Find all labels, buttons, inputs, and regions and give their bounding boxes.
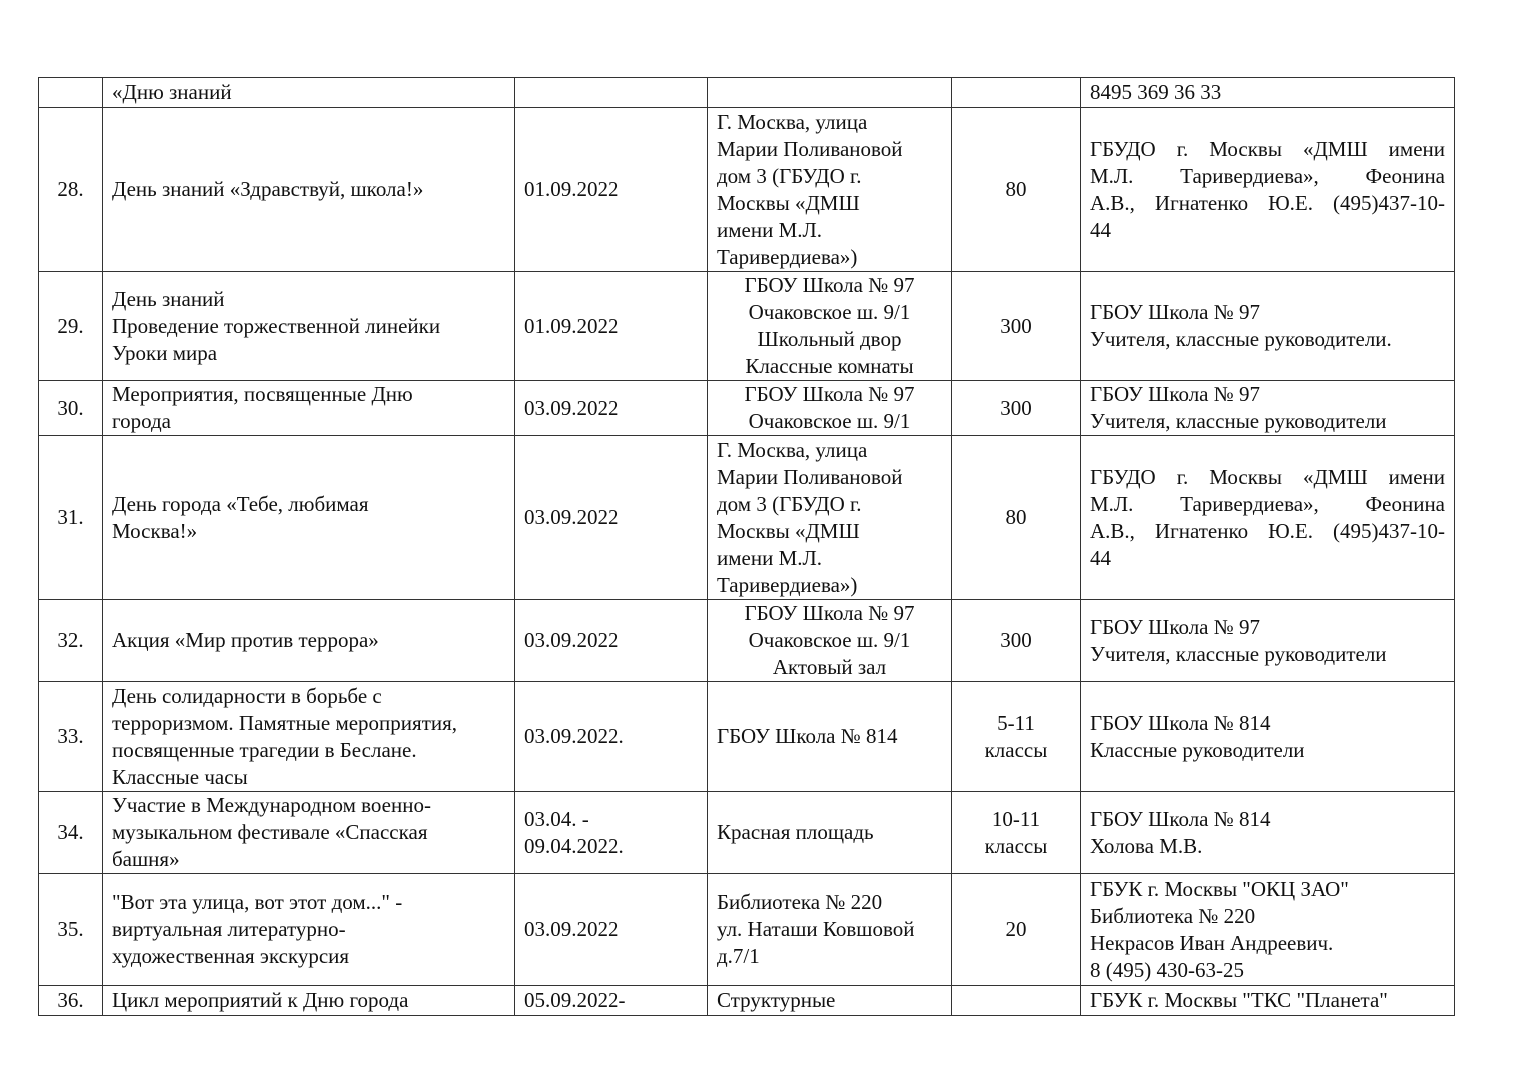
organizer-contacts-line: ГБУК г. Москвы "ОКЦ ЗАО" (1090, 876, 1349, 901)
participants-count-line: 80 (1005, 505, 1027, 529)
event-place-cell (708, 272, 952, 381)
table-row (39, 682, 1455, 792)
event-place-line: ул. Наташи Ковшовой (717, 917, 915, 941)
event-place-line: ГБОУ Школа № 814 (717, 724, 898, 748)
event-date-line: 09.04.2022. (524, 833, 624, 858)
row-number: 30. (57, 395, 84, 420)
event-place-line: Г. Москва, улица (717, 109, 868, 134)
row-number: 36. (57, 988, 84, 1012)
organizer-contacts-line: ГБУДО г. Москвы «ДМШ имени (1090, 464, 1445, 489)
organizer-contacts-line: Классные руководители (1090, 737, 1305, 762)
organizer-contacts-line: ГБУК г. Москвы "ТКС "Планета" (1090, 988, 1388, 1012)
organizer-contacts-line: ГБОУ Школа № 814 (1090, 806, 1271, 831)
organizer-contacts-line: Холова М.В. (1090, 833, 1203, 858)
event-date-cell (515, 600, 708, 682)
organizer-contacts-cell (1081, 78, 1455, 108)
event-name-line: День города «Тебе, любимая (112, 491, 369, 516)
participants-count-cell (952, 986, 1081, 1016)
event-date-cell (515, 874, 708, 986)
event-name-cell (103, 874, 515, 986)
event-place-line: ГБОУ Школа № 97 (744, 382, 915, 406)
event-name-line: виртуальная литературно- (112, 917, 346, 941)
event-name-line: Классные часы (112, 764, 248, 789)
event-name-line: День солидарности в борьбе с (112, 683, 382, 708)
event-name-line: День знаний (112, 286, 225, 311)
event-name-cell (103, 272, 515, 381)
row-number: 34. (57, 820, 84, 844)
organizer-contacts-cell (1081, 108, 1455, 272)
organizer-contacts-line: ГБОУ Школа № 814 (1090, 710, 1271, 735)
event-place-line: Школьный двор (757, 327, 902, 351)
organizer-contacts-cell (1081, 600, 1455, 682)
participants-count-line: 300 (1000, 313, 1032, 338)
event-place-line: ГБОУ Школа № 97 (744, 273, 915, 297)
row-number-cell (39, 436, 103, 600)
event-date-cell (515, 436, 708, 600)
event-place-cell (708, 682, 952, 792)
row-number-cell (39, 381, 103, 436)
organizer-contacts-line: 8 (495) 430-63-25 (1090, 957, 1244, 982)
event-date-line: 03.09.2022 (524, 395, 619, 420)
event-name-line: художественная экскурсия (112, 944, 350, 968)
participants-count-line: классы (984, 833, 1048, 858)
participants-count-line: 20 (1005, 917, 1027, 941)
organizer-contacts-cell (1081, 436, 1455, 600)
row-number-cell (39, 874, 103, 986)
event-place-line: д.7/1 (717, 944, 760, 968)
event-place-cell (708, 986, 952, 1016)
event-date-cell (515, 381, 708, 436)
event-place-line: Классные комнаты (745, 354, 914, 378)
event-place-line: Структурные (717, 988, 836, 1012)
event-name-cell (103, 381, 515, 436)
row-number-cell (39, 986, 103, 1016)
event-date-cell (515, 78, 708, 108)
event-name-line: Цикл мероприятий к Дню города (112, 988, 409, 1012)
event-place-line: Г. Москва, улица (717, 437, 868, 462)
event-date-line: 03.09.2022 (524, 917, 619, 941)
organizer-contacts-cell (1081, 792, 1455, 874)
participants-count-cell (952, 436, 1081, 600)
event-place-cell (708, 792, 952, 874)
participants-count-line: 300 (1000, 628, 1032, 652)
event-place-line: Очаковское ш. 9/1 (748, 300, 911, 324)
event-place-line: Таривердиева») (717, 244, 858, 269)
table-row (39, 381, 1455, 436)
event-date-cell (515, 108, 708, 272)
organizer-contacts-line: А.В., Игнатенко Ю.Е. (495)437-10- (1090, 190, 1445, 215)
event-place-line: Красная площадь (717, 820, 874, 844)
event-place-line: имени М.Л. (717, 217, 822, 242)
event-date-line: 03.09.2022. (524, 724, 624, 748)
event-place-line: Актовый зал (772, 655, 887, 679)
row-number-cell (39, 78, 103, 108)
event-name-line: Мероприятия, посвященные Дню (112, 382, 413, 406)
organizer-contacts-line: ГБОУ Школа № 97 (1090, 300, 1261, 324)
event-date-line: 03.09.2022 (524, 505, 619, 529)
organizer-contacts-line: ГБОУ Школа № 97 (1090, 382, 1261, 406)
row-number: 35. (57, 917, 84, 941)
event-name-line: посвященные трагедии в Беслане. (112, 737, 417, 762)
event-name-cell (103, 78, 515, 108)
event-place-line: Библиотека № 220 (717, 890, 883, 914)
event-place-cell (708, 436, 952, 600)
organizer-contacts-line: Учителя, классные руководители. (1090, 327, 1392, 351)
organizer-contacts-line: Библиотека № 220 (1090, 903, 1256, 928)
row-number-cell (39, 792, 103, 874)
event-date-cell (515, 986, 708, 1016)
participants-count-cell (952, 272, 1081, 381)
event-name-cell (103, 986, 515, 1016)
table-row (39, 272, 1455, 381)
event-name-cell (103, 600, 515, 682)
organizer-contacts-line: ГБОУ Школа № 97 (1090, 614, 1261, 639)
row-number-cell (39, 600, 103, 682)
participants-count-line: 10-11 (991, 806, 1041, 831)
participants-count-line: 80 (1005, 177, 1027, 201)
event-place-cell (708, 600, 952, 682)
organizer-contacts-line: 44 (1090, 545, 1111, 570)
row-number-cell (39, 108, 103, 272)
organizer-contacts-cell (1081, 381, 1455, 436)
event-place-line: имени М.Л. (717, 545, 822, 570)
participants-count-cell (952, 78, 1081, 108)
event-name-cell (103, 792, 515, 874)
event-place-line: Москвы «ДМШ (717, 190, 860, 215)
event-date-cell (515, 272, 708, 381)
event-name-line: города (112, 409, 171, 433)
event-place-cell (708, 108, 952, 272)
event-name-line: День знаний «Здравствуй, школа!» (112, 177, 424, 201)
organizer-contacts-cell (1081, 682, 1455, 792)
event-name-line: Участие в Международном военно- (112, 793, 431, 817)
organizer-contacts-line: Некрасов Иван Андреевич. (1090, 930, 1334, 955)
event-place-line: Марии Поливановой (717, 464, 903, 489)
event-date-line: 03.09.2022 (524, 628, 619, 652)
organizer-contacts-line: Учителя, классные руководители (1090, 409, 1387, 433)
event-date-cell (515, 792, 708, 874)
event-date-line: 01.09.2022 (524, 177, 619, 201)
event-name-line: башня» (112, 847, 180, 871)
event-date-line: 05.09.2022- (524, 988, 626, 1012)
organizer-contacts-line: А.В., Игнатенко Ю.Е. (495)437-10- (1090, 518, 1445, 543)
table-row (39, 600, 1455, 682)
event-date-line: 01.09.2022 (524, 313, 619, 338)
row-number: 32. (57, 628, 84, 652)
event-place-line: Москвы «ДМШ (717, 518, 860, 543)
event-place-line: Таривердиева») (717, 572, 858, 597)
participants-count-cell (952, 381, 1081, 436)
event-place-line: Очаковское ш. 9/1 (748, 628, 911, 652)
event-name-line: Уроки мира (112, 340, 218, 365)
event-date-line: 03.04. - (524, 806, 589, 831)
event-place-cell (708, 874, 952, 986)
participants-count-line: 5-11 (997, 710, 1035, 735)
participants-count-line: классы (984, 737, 1048, 762)
table-row (39, 436, 1455, 600)
event-place-cell (708, 381, 952, 436)
organizer-contacts-line: ГБУДО г. Москвы «ДМШ имени (1090, 136, 1445, 161)
organizer-contacts-line: Учителя, классные руководители (1090, 641, 1387, 666)
row-number: 31. (57, 505, 84, 529)
event-date-cell (515, 682, 708, 792)
event-place-line: Очаковское ш. 9/1 (748, 409, 911, 433)
row-number-cell (39, 682, 103, 792)
participants-count-cell (952, 108, 1081, 272)
event-name-line: «Дню знаний (112, 80, 232, 104)
organizer-contacts-line: 8495 369 36 33 (1090, 80, 1222, 104)
row-number-cell (39, 272, 103, 381)
table-row (39, 792, 1455, 874)
event-name-cell (103, 682, 515, 792)
event-name-line: музыкальном фестивале «Спасская (112, 820, 428, 844)
event-place-line: ГБОУ Школа № 97 (744, 601, 915, 625)
row-number: 33. (57, 724, 84, 748)
event-name-line: Проведение торжественной линейки (112, 313, 441, 338)
event-place-line: дом 3 (ГБУДО г. (717, 491, 862, 516)
event-name-cell (103, 436, 515, 600)
organizer-contacts-cell (1081, 986, 1455, 1016)
event-place-line: дом 3 (ГБУДО г. (717, 163, 862, 188)
participants-count-cell (952, 600, 1081, 682)
participants-count-line: 300 (1000, 395, 1032, 420)
event-name-cell (103, 108, 515, 272)
participants-count-cell (952, 792, 1081, 874)
row-number: 28. (57, 177, 84, 201)
organizer-contacts-cell (1081, 874, 1455, 986)
event-name-line: терроризмом. Памятные мероприятия, (112, 710, 458, 735)
organizer-contacts-line: 44 (1090, 217, 1111, 242)
organizer-contacts-line: М.Л. Таривердиева», Феонина (1090, 163, 1445, 188)
event-name-line: Акция «Мир против террора» (112, 628, 379, 652)
table-row (39, 108, 1455, 272)
organizer-contacts-cell (1081, 272, 1455, 381)
participants-count-cell (952, 682, 1081, 792)
event-name-line: "Вот эта улица, вот этот дом..." - (112, 890, 403, 914)
event-name-line: Москва!» (112, 518, 198, 543)
events-table (38, 77, 1455, 1016)
organizer-contacts-line: М.Л. Таривердиева», Феонина (1090, 491, 1445, 516)
row-number: 29. (57, 313, 84, 338)
table-row (39, 874, 1455, 986)
event-place-cell (708, 78, 952, 108)
participants-count-cell (952, 874, 1081, 986)
events-table-body (39, 78, 1455, 1016)
table-row (39, 78, 1455, 108)
event-place-line: Марии Поливановой (717, 136, 903, 161)
table-row (39, 986, 1455, 1016)
